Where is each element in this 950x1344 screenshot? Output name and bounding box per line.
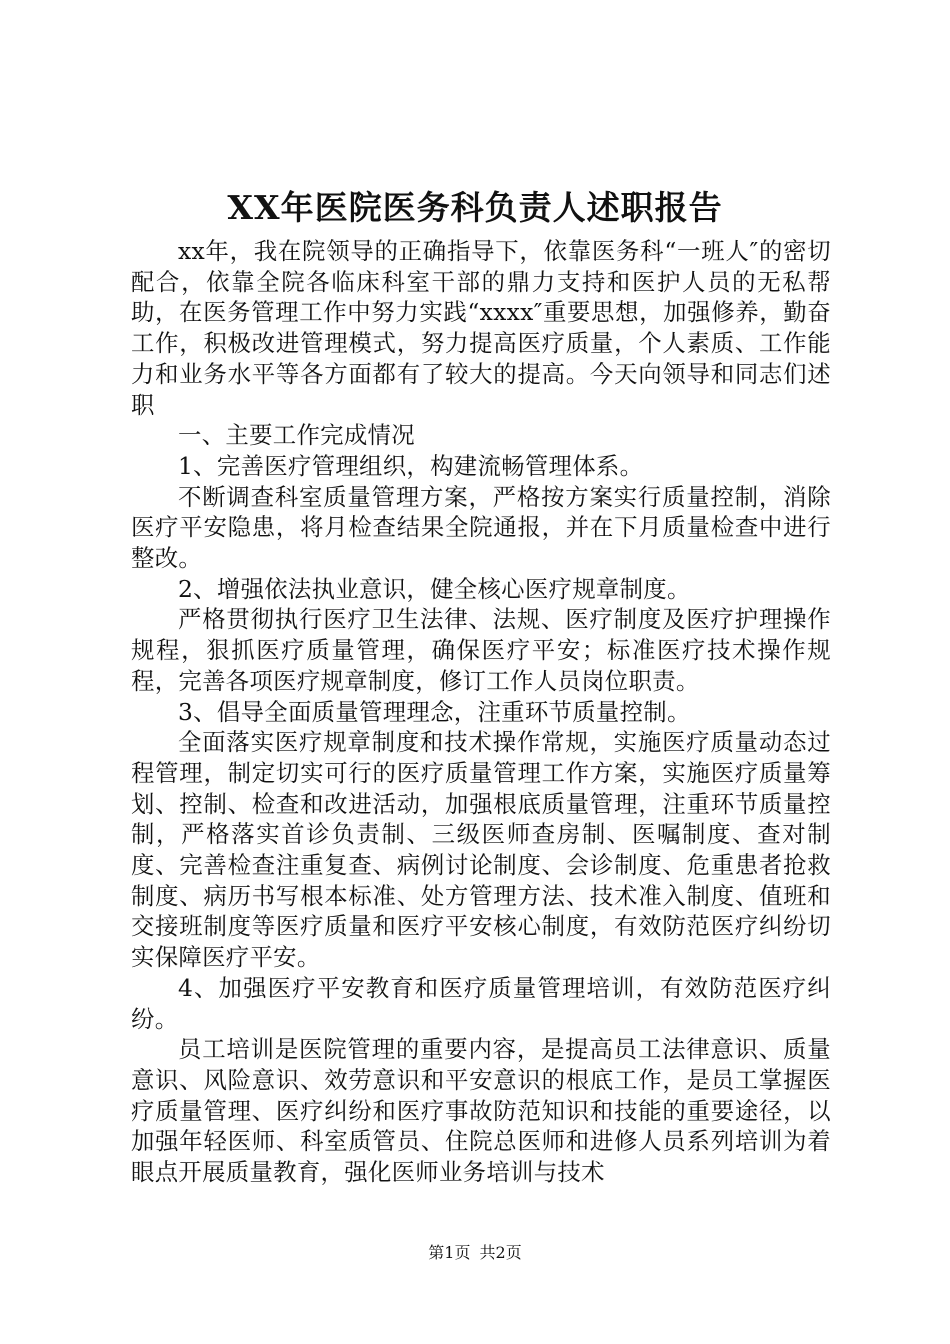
paragraph-item-4: 员工培训是医院管理的重要内容，是提高员工法律意识、质量意识、风险意识、效劳意识和平安意识的根底工作，是员工掌握医疗质量管理、医疗纠纷和医疗事故防范知识和技能的重要途径，以加强年轻医师、科室质管员、住院总医师和进修人员系列培训为着眼点开展质量教育，强化医师业务培训与技术: [131, 1035, 831, 1187]
paragraph-intro: xx年，我在院领导的正确指导下，依靠医务科“一班人″的密切配合，依靠全院各临床科室干部的鼎力支持和医护人员的无私帮助，在医务管理工作中努力实践“xxxx″重要思想，加强修养，勤奋工作，积极改进管理模式，努力提高医疗质量，个人素质、工作能力和业务水平等各方面都有了较大的提高。今天向领导和同志们述职: [131, 237, 831, 419]
paragraph-item-1: 不断调查科室质量管理方案，严格按方案实行质量控制，消除医疗平安隐患，将月检查结果全院通报，并在下月质量检查中进行整改。: [131, 482, 831, 573]
section-heading-main-work: 一、主要工作完成情况: [178, 421, 415, 450]
item-heading-4: 4、加强医疗平安教育和医疗质量管理培训，有效防范医疗纠纷。: [131, 973, 831, 1033]
document-body: [131, 236, 831, 1188]
item-heading-2: 2、增强依法执业意识，健全核心医疗规章制度。: [178, 574, 691, 603]
item-heading-1: 1、完善医疗管理组织，构建流畅管理体系。: [178, 451, 644, 480]
page-footer: [0, 1243, 950, 1263]
document-title: XX年医院医务科负责人述职报告: [227, 188, 723, 227]
page-number: 第1页: [428, 1243, 471, 1262]
paragraph-item-3: 全面落实医疗规章制度和技术操作常规，实施医疗质量动态过程管理，制定切实可行的医疗质量管理工作方案，实施医疗质量筹划、控制、检查和改进活动，加强根底质量管理，注重环节质量控制，严格落实首诊负责制、三级医师查房制、医嘱制度、查对制度、完善检查注重复查、病例讨论制度、会诊制度、危重患者抢救制度、病历书写根本标准、处方管理方法、技术准入制度、值班和交接班制度等医疗质量和医疗平安核心制度，有效防范医疗纠纷切实保障医疗平安。: [131, 728, 831, 972]
page-total: 共2页: [479, 1243, 522, 1262]
paragraph-item-2: 严格贯彻执行医疗卫生法律、法规、医疗制度及医疗护理操作规程，狠抓医疗质量管理，确保医疗平安；标准医疗技术操作规程，完善各项医疗规章制度，修订工作人员岗位职责。: [131, 605, 831, 695]
item-heading-3: 3、倡导全面质量管理理念，注重环节质量控制。: [178, 697, 691, 726]
